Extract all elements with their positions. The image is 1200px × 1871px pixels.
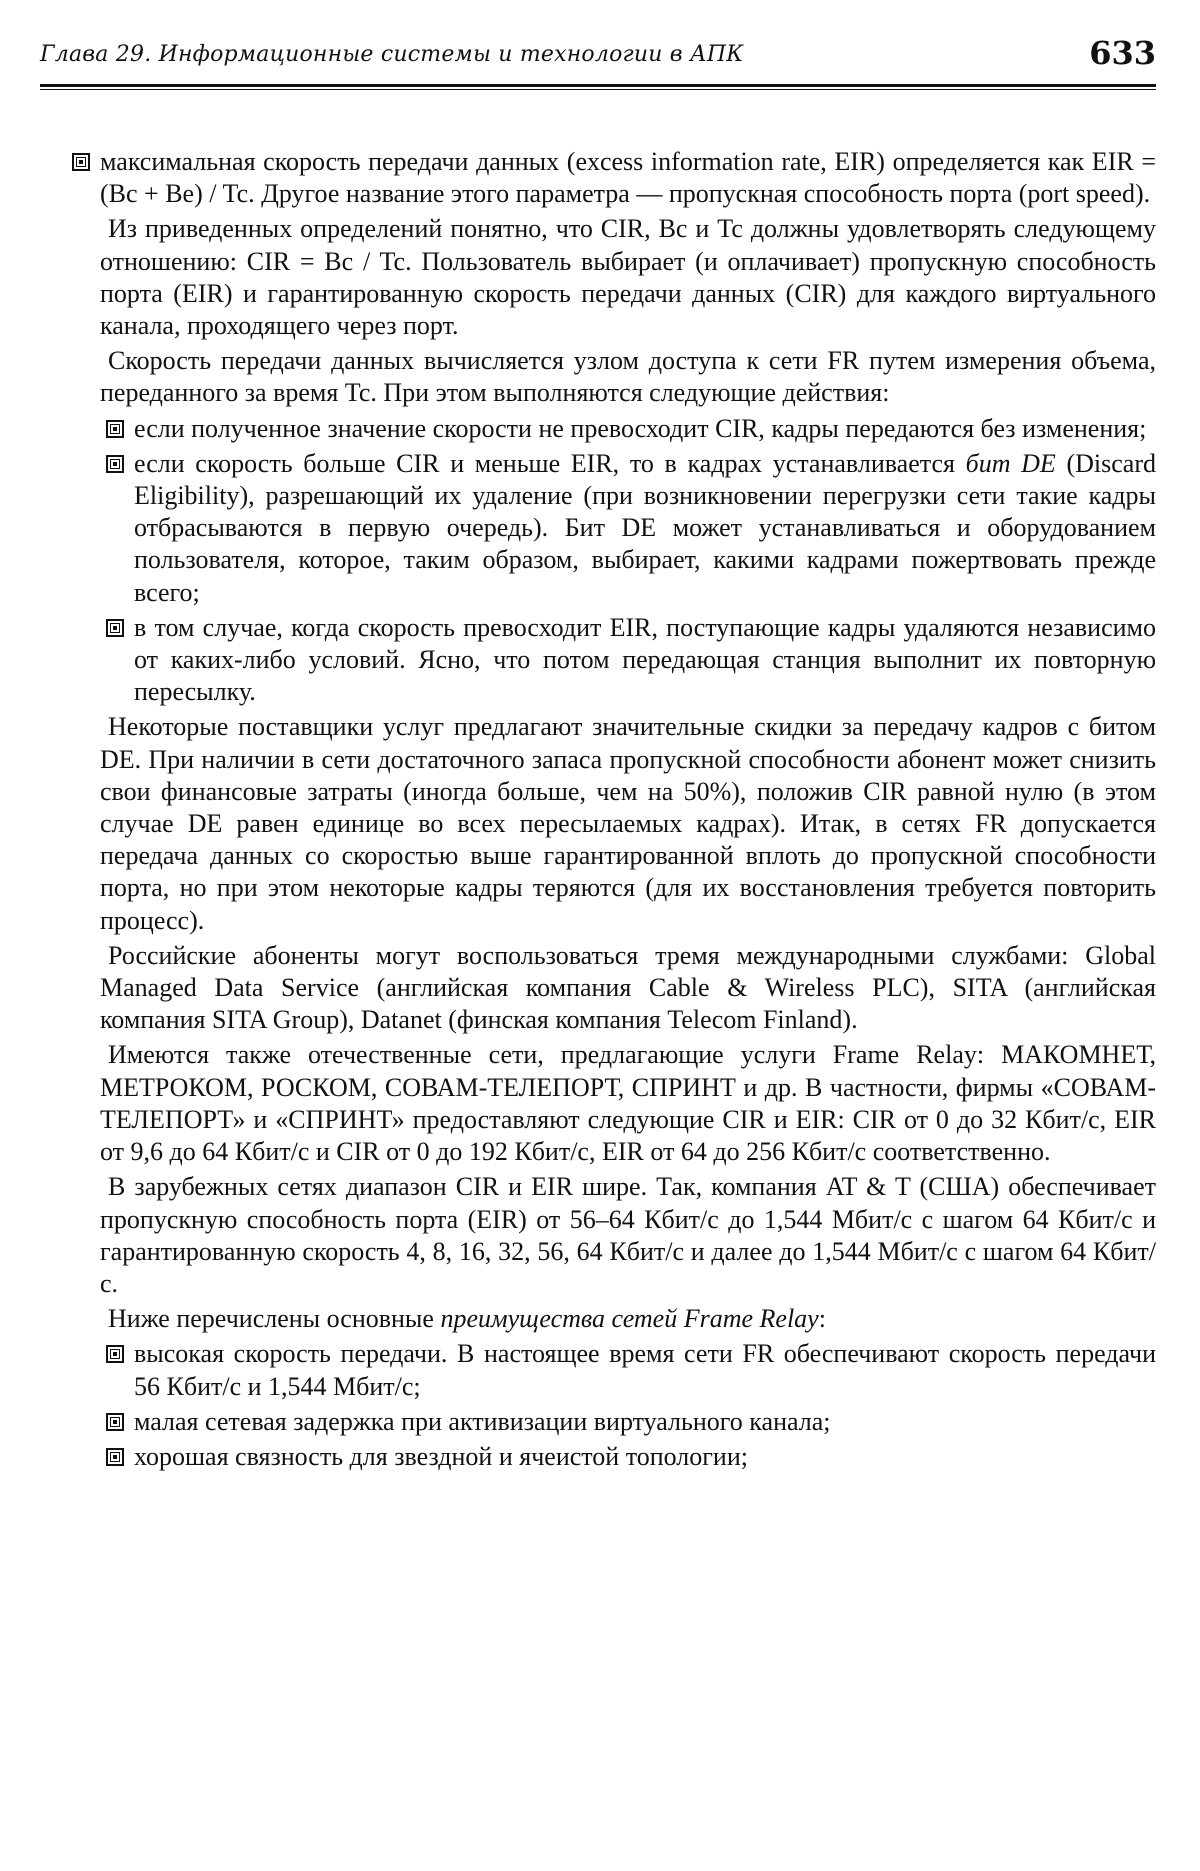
list-item [100,1338,1156,1402]
list-item [100,448,1156,609]
text-run: (Discard Eligibility), разрешающий их удаление (при возникновении перегрузки сети такие кадры отбрасываются в первую очередь). Бит DE может устанавливаться и оборудованием пользователя, которое, таким образом, выбирает, какими кадрами пожертвовать прежде всего; [134,448,1157,607]
paragraph: Из приведенных определений понятно, что CIR, Bc и Tc должны удовлетворять следующему отношению: CIR = Bc / Tc. Пользователь выбирает (и оплачивает) пропускную способность порта (EIR) и гарантированную скорость передачи данных (CIR) для каждого виртуального канала, проходящего через порт. [100,214,1156,341]
paragraph: Имеются также отечественные сети, предлагающие услуги Frame Relay: МАКОМНЕТ, МЕТРОКОМ, РОСКОМ, СОВАМ-ТЕЛЕПОРТ, СПРИНТ и др. В частности, фирмы «СОВАМ-ТЕЛЕПОРТ» и «СПРИНТ» предоставляют следующие CIR и EIR: CIR от 0 до 32 Кбит/с, EIR от 9,6 до 64 Кбит/с и CIR от 0 до 192 Кбит/с, EIR от 64 до 256 Кбит/с соответственно. [100,1040,1156,1167]
paragraph [100,1303,1156,1335]
header-rule-thin [40,89,1156,90]
page-number: 633 [1089,34,1156,72]
paragraph: Скорость передачи данных вычисляется узлом доступа к сети FR путем измерения объема, переданного за время Tc. При этом выполняются следующие действия: [100,346,1156,408]
list-item-text: хорошая связность для звездной и ячеистой топологии; [134,1441,748,1471]
list-item-text: в том случае, когда скорость превосходит EIR, поступающие кадры удаляются независимо от каких-либо условий. Ясно, что потом передающая станция выполнит их повторную пересылку. [134,612,1156,707]
page-header [40,28,1156,84]
list-item-text: высокая скорость передачи. В настоящее время сети FR обеспечивают скорость передачи 56 Кбит/с и 1,544 Мбит/с; [134,1339,1156,1401]
list-item [100,413,1156,445]
term-emphasis: преимущества сетей Frame Relay [440,1304,819,1334]
paragraph: Российские абоненты могут воспользоваться тремя международными службами: Global Managed Data Service (английская компания Cable & Wireless PLC), SITA (английская компания SITA Group), Datanet (финская компания Telecom Finland). [100,940,1156,1035]
square-bullet-icon [106,1413,124,1431]
list-item-text: максимальная скорость передачи данных (excess information rate, EIR) определяется как EIR = (Bc + Be) / Tc. Другое название этого параметра — пропускная способность порта (port speed). [100,147,1156,209]
list-item-text: малая сетевая задержка при активизации виртуального канала; [134,1406,831,1436]
square-bullet-icon [106,455,124,473]
text-run: Ниже перечислены основные [108,1304,441,1334]
list-item [66,146,1156,210]
text-run: если скорость больше CIR и меньше EIR, то в кадрах устанавливается [134,448,966,478]
text-run: : [818,1304,826,1334]
list-item [100,1441,1156,1473]
list-item-text: если полученное значение скорости не превосходит CIR, кадры передаются без изменения; [134,413,1147,443]
square-bullet-icon [106,420,124,438]
square-bullet-icon [72,153,90,171]
square-bullet-icon [106,1448,124,1466]
page-body [100,146,1156,1476]
paragraph: Некоторые поставщики услуг предлагают значительные скидки за передачу кадров с битом DE. При наличии в сети достаточного запаса пропускной способности абонент может снизить свои финансовые затраты (иногда больше, чем на 50%), положив CIR равной нулю (в этом случае DE равен единице во всех пересылаемых кадрах). Итак, в сетях FR допускается передача данных со скоростью выше гарантированной вплоть до пропускной способности порта, но при этом некоторые кадры теряются (для их восстановления требуется повторить процесс). [100,712,1156,935]
term-emphasis: бит DE [965,448,1056,478]
header-rule-thick [40,84,1156,87]
square-bullet-icon [106,619,124,637]
paragraph: В зарубежных сетях диапазон CIR и EIR шире. Так, компания AT & T (США) обеспечивает пропускную способность порта (EIR) от 56–64 Кбит/с до 1,544 Мбит/с с шагом 64 Кбит/с и гарантированную скорость 4, 8, 16, 32, 56, 64 Кбит/с и далее до 1,544 Мбит/с с шагом 64 Кбит/с. [100,1172,1156,1298]
list-item [100,612,1156,709]
chapter-title: Глава 29. Информационные системы и технологии в АПК [40,42,744,67]
list-item [100,1406,1156,1438]
square-bullet-icon [106,1345,124,1363]
list-item-text [134,449,1156,607]
